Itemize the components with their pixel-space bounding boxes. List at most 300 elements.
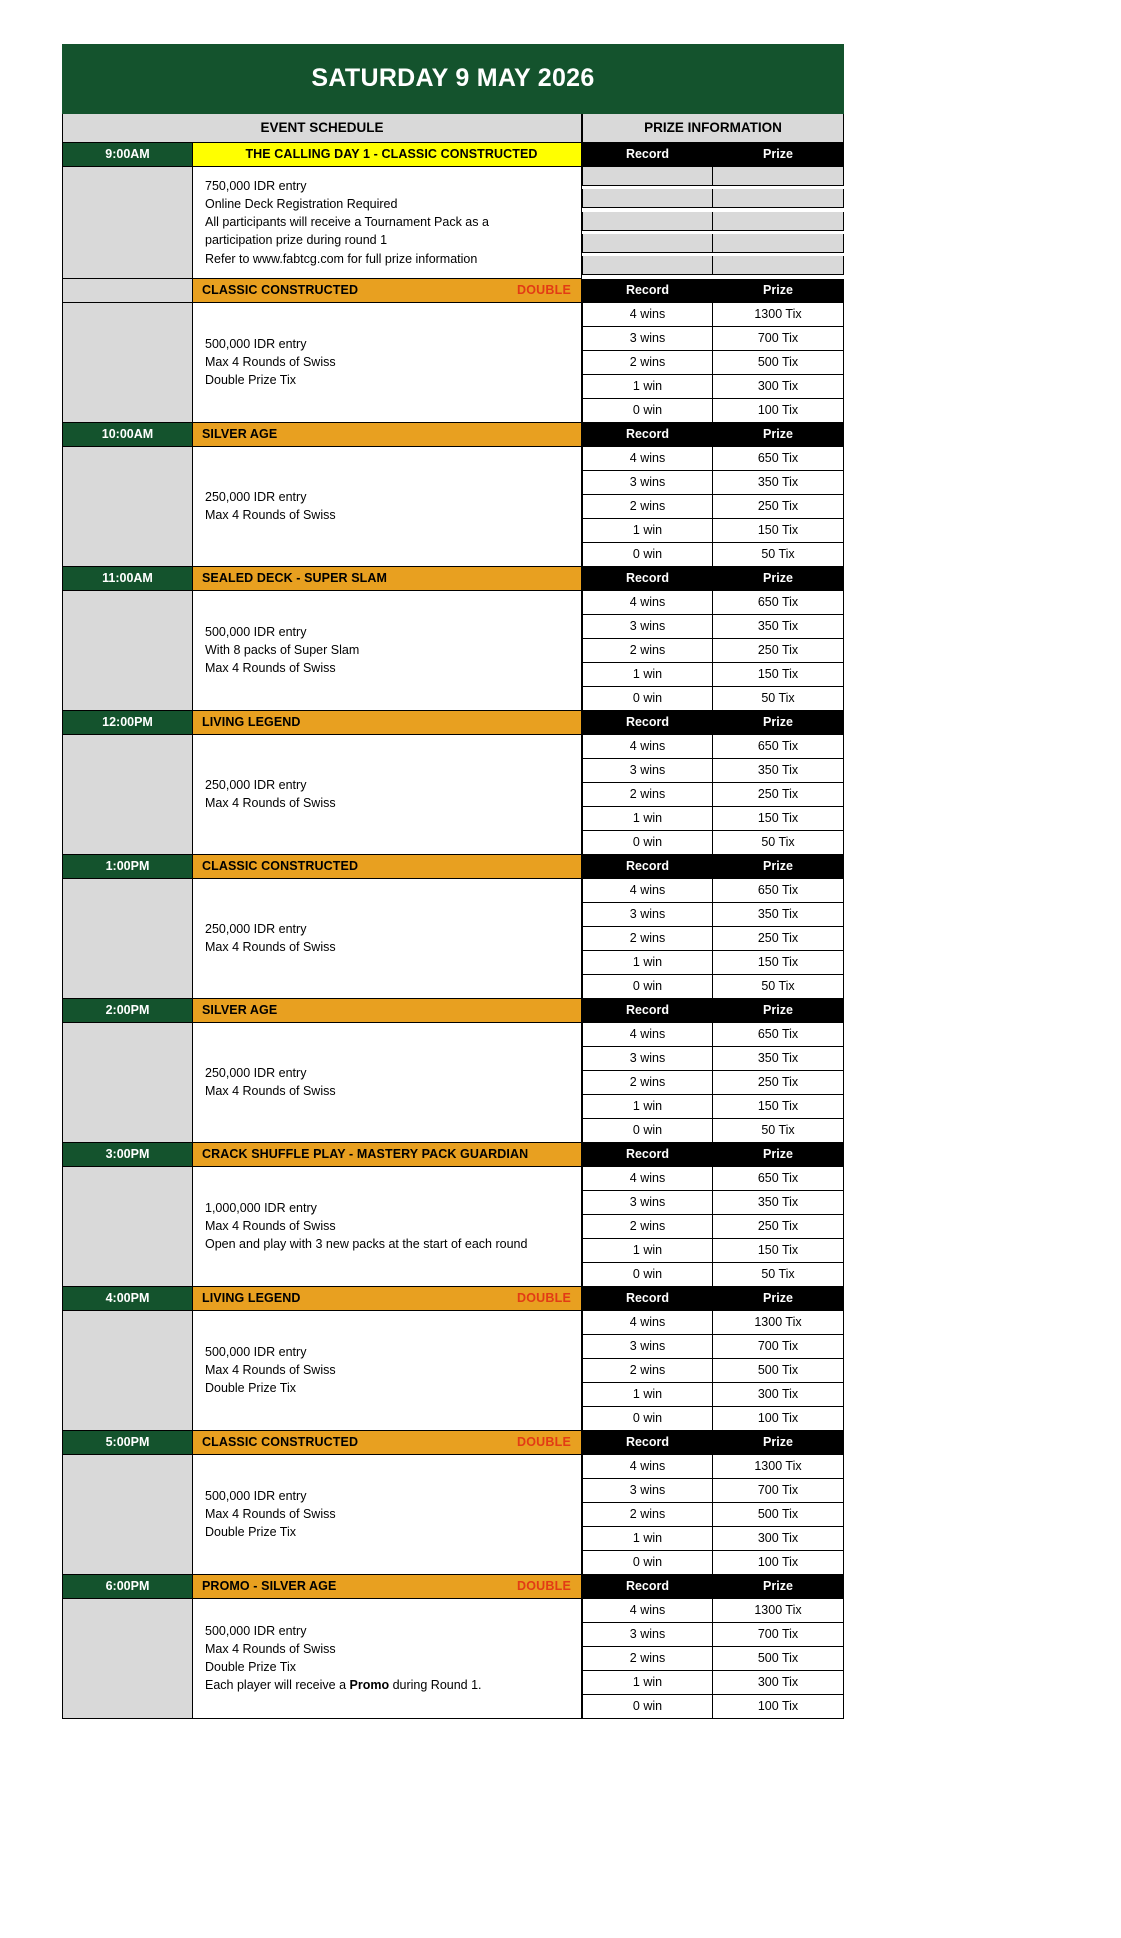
event-time <box>62 279 193 303</box>
prize-record-cell: 2 wins <box>582 639 713 663</box>
prize-header-row <box>582 855 844 879</box>
prize-header-row <box>582 423 844 447</box>
event-name <box>193 855 582 879</box>
double-prize-badge: DOUBLE <box>517 1434 571 1449</box>
prize-row <box>582 471 844 495</box>
prize-row <box>582 447 844 471</box>
prize-record-cell: 0 win <box>582 831 713 855</box>
prize-record-cell: 4 wins <box>582 303 713 327</box>
event-header-row <box>62 143 582 167</box>
prize-column-header: Prize <box>713 279 844 303</box>
prize-record-cell: 0 win <box>582 1119 713 1143</box>
record-column-header: Record <box>582 423 713 447</box>
prize-value-cell: 100 Tix <box>713 1551 844 1575</box>
prize-row <box>582 1335 844 1359</box>
record-column-header: Record <box>582 1575 713 1599</box>
prize-value-cell: 150 Tix <box>713 1239 844 1263</box>
prize-information-column <box>582 1431 844 1575</box>
prize-value-cell: 700 Tix <box>713 327 844 351</box>
prize-information-column <box>582 279 844 423</box>
event-detail-line: Online Deck Registration Required <box>205 197 398 212</box>
event-detail-line: Double Prize Tix <box>205 373 297 388</box>
prize-row <box>582 1503 844 1527</box>
prize-value-cell: 500 Tix <box>713 1503 844 1527</box>
event-name <box>193 1575 582 1599</box>
prize-row <box>582 1119 844 1143</box>
event-time: 12:00PM <box>62 711 193 735</box>
prize-row <box>582 687 844 711</box>
prize-filler-cell <box>713 256 844 275</box>
event-detail-line: Refer to www.fabtcg.com for full prize information <box>205 251 478 266</box>
prize-record-cell: 2 wins <box>582 1503 713 1527</box>
prize-record-cell: 4 wins <box>582 447 713 471</box>
prize-row <box>582 1191 844 1215</box>
prize-record-cell: 0 win <box>582 1551 713 1575</box>
event-details <box>193 879 582 999</box>
time-spacer-cell <box>62 303 193 423</box>
event-name-label: SEALED DECK - SUPER SLAM <box>202 570 388 585</box>
event-detail-line: Double Prize Tix <box>205 1381 297 1396</box>
prize-value-cell: 150 Tix <box>713 663 844 687</box>
prize-row <box>582 495 844 519</box>
prize-row <box>582 1407 844 1431</box>
prize-value-cell: 100 Tix <box>713 1407 844 1431</box>
prize-row <box>582 639 844 663</box>
event-detail-line: Double Prize Tix <box>205 1525 297 1540</box>
event-name <box>193 1143 582 1167</box>
prize-value-cell: 50 Tix <box>713 831 844 855</box>
prize-record-cell: 1 win <box>582 1527 713 1551</box>
prize-record-cell: 0 win <box>582 975 713 999</box>
prize-row <box>582 1023 844 1047</box>
record-column-header: Record <box>582 999 713 1023</box>
prize-record-cell: 4 wins <box>582 1023 713 1047</box>
event-body-row <box>62 1311 582 1431</box>
page-title: SATURDAY 9 MAY 2026 <box>62 44 844 114</box>
prize-record-cell: 4 wins <box>582 879 713 903</box>
record-column-header: Record <box>582 1287 713 1311</box>
prize-row <box>582 1455 844 1479</box>
prize-value-cell: 300 Tix <box>713 1671 844 1695</box>
event-name <box>193 423 582 447</box>
prize-record-cell: 1 win <box>582 807 713 831</box>
prize-filler-cell <box>713 212 844 231</box>
event-time: 1:00PM <box>62 855 193 879</box>
prize-value-cell: 500 Tix <box>713 1359 844 1383</box>
event-details <box>193 303 582 423</box>
event-header-row <box>62 1575 582 1599</box>
event-schedule-column <box>62 1575 582 1719</box>
prize-row <box>582 831 844 855</box>
prize-record-cell: 2 wins <box>582 351 713 375</box>
prize-row <box>582 1599 844 1623</box>
time-spacer-cell <box>62 879 193 999</box>
prize-record-cell: 4 wins <box>582 1167 713 1191</box>
prize-header-row <box>582 1143 844 1167</box>
section-header-row <box>62 114 844 143</box>
prize-value-cell: 150 Tix <box>713 807 844 831</box>
time-spacer-cell <box>62 1167 193 1287</box>
prize-record-cell: 3 wins <box>582 327 713 351</box>
event-name-label: SILVER AGE <box>202 426 278 441</box>
prize-value-cell: 650 Tix <box>713 879 844 903</box>
double-prize-badge: DOUBLE <box>517 1290 571 1305</box>
prize-row <box>582 543 844 567</box>
event-block <box>62 1575 844 1719</box>
prize-value-cell: 150 Tix <box>713 1095 844 1119</box>
prize-record-cell: 1 win <box>582 1383 713 1407</box>
prize-row <box>582 1359 844 1383</box>
event-body-row <box>62 303 582 423</box>
event-name-label: CLASSIC CONSTRUCTED <box>202 858 359 873</box>
prize-row <box>582 519 844 543</box>
event-body-row <box>62 735 582 855</box>
event-header-row <box>62 1287 582 1311</box>
event-block <box>62 279 844 423</box>
event-detail-line: 250,000 IDR entry <box>205 490 307 504</box>
event-body-row <box>62 447 582 567</box>
prize-row <box>582 615 844 639</box>
prize-row <box>582 1647 844 1671</box>
time-spacer-cell <box>62 1311 193 1431</box>
prize-value-cell: 250 Tix <box>713 639 844 663</box>
prize-record-cell: 2 wins <box>582 1215 713 1239</box>
event-details <box>193 447 582 567</box>
event-name-label: LIVING LEGEND <box>202 714 301 729</box>
record-column-header: Record <box>582 567 713 591</box>
prize-value-cell: 700 Tix <box>713 1335 844 1359</box>
prize-row <box>582 303 844 327</box>
prize-column-header: Prize <box>713 855 844 879</box>
event-schedule-column <box>62 711 582 855</box>
event-schedule-column <box>62 423 582 567</box>
prize-header-row <box>582 143 844 167</box>
prize-value-cell: 250 Tix <box>713 783 844 807</box>
prize-record-cell: 3 wins <box>582 1335 713 1359</box>
prize-record-cell: 1 win <box>582 663 713 687</box>
prize-value-cell: 1300 Tix <box>713 1311 844 1335</box>
prize-information-column <box>582 855 844 999</box>
prize-row <box>582 327 844 351</box>
event-time: 6:00PM <box>62 1575 193 1599</box>
event-block <box>62 143 844 279</box>
prize-value-cell: 350 Tix <box>713 903 844 927</box>
prize-row <box>582 1311 844 1335</box>
prize-record-cell: 0 win <box>582 1263 713 1287</box>
prize-column-header: Prize <box>713 1143 844 1167</box>
event-details <box>193 735 582 855</box>
event-time: 3:00PM <box>62 1143 193 1167</box>
prize-value-cell: 1300 Tix <box>713 303 844 327</box>
event-name-label: CLASSIC CONSTRUCTED <box>202 1434 359 1449</box>
prize-row <box>582 1479 844 1503</box>
event-body-row <box>62 591 582 711</box>
prize-value-cell: 50 Tix <box>713 543 844 567</box>
prize-header-row <box>582 1575 844 1599</box>
event-name-label: CLASSIC CONSTRUCTED <box>202 282 359 297</box>
event-detail-line: Max 4 Rounds of Swiss <box>205 661 336 676</box>
event-detail-line: All participants will receive a Tournament Pack as a <box>205 215 489 230</box>
event-schedule-column <box>62 999 582 1143</box>
prize-row <box>582 759 844 783</box>
prize-record-cell: 0 win <box>582 1695 713 1719</box>
event-time: 4:00PM <box>62 1287 193 1311</box>
prize-column-header: Prize <box>713 143 844 167</box>
prize-row <box>582 1527 844 1551</box>
prize-filler-cell <box>582 234 713 253</box>
record-column-header: Record <box>582 711 713 735</box>
prize-row <box>582 1095 844 1119</box>
schedule-sheet <box>62 44 844 1719</box>
prize-record-cell: 4 wins <box>582 1599 713 1623</box>
prize-row <box>582 735 844 759</box>
event-time: 2:00PM <box>62 999 193 1023</box>
prize-information-column <box>582 1287 844 1431</box>
prize-filler-cell <box>582 212 713 231</box>
event-block <box>62 1431 844 1575</box>
event-detail-line: 500,000 IDR entry <box>205 336 307 351</box>
event-detail-line: 500,000 IDR entry <box>205 1344 307 1359</box>
prize-value-cell: 300 Tix <box>713 1527 844 1551</box>
event-detail-line: Max 4 Rounds of Swiss <box>205 1363 336 1378</box>
prize-record-cell: 2 wins <box>582 783 713 807</box>
prize-information-column <box>582 423 844 567</box>
prize-value-cell: 650 Tix <box>713 1023 844 1047</box>
event-block <box>62 423 844 567</box>
prize-row <box>582 783 844 807</box>
time-spacer-cell <box>62 167 193 279</box>
prize-record-cell: 1 win <box>582 375 713 399</box>
event-body-row <box>62 1455 582 1575</box>
event-detail-line: Max 4 Rounds of Swiss <box>205 355 336 370</box>
prize-row <box>582 1671 844 1695</box>
prize-value-cell: 650 Tix <box>713 447 844 471</box>
event-body-row <box>62 1023 582 1143</box>
prize-value-cell: 500 Tix <box>713 1647 844 1671</box>
prize-header-row <box>582 999 844 1023</box>
prize-value-cell: 100 Tix <box>713 1695 844 1719</box>
event-schedule-column <box>62 1143 582 1287</box>
prize-column-header: Prize <box>713 711 844 735</box>
prize-filler-cell <box>582 167 713 186</box>
event-detail-line: 500,000 IDR entry <box>205 1488 307 1503</box>
event-header-row <box>62 423 582 447</box>
prize-information-column <box>582 143 844 279</box>
prize-record-cell: 3 wins <box>582 1047 713 1071</box>
event-name-label: SILVER AGE <box>202 1002 278 1017</box>
double-prize-badge: DOUBLE <box>517 1578 571 1593</box>
prize-row <box>582 663 844 687</box>
event-detail-line: 1,000,000 IDR entry <box>205 1200 317 1215</box>
prize-header-row <box>582 567 844 591</box>
event-details <box>193 1167 582 1287</box>
prize-value-cell: 50 Tix <box>713 1119 844 1143</box>
event-name <box>193 711 582 735</box>
prize-record-cell: 4 wins <box>582 1311 713 1335</box>
event-detail-line: Double Prize Tix <box>205 1660 297 1675</box>
prize-row <box>582 951 844 975</box>
event-name <box>193 999 582 1023</box>
event-detail-line: Max 4 Rounds of Swiss <box>205 1219 336 1234</box>
prize-value-cell: 500 Tix <box>713 351 844 375</box>
event-schedule-column <box>62 567 582 711</box>
prize-column-header: Prize <box>713 1575 844 1599</box>
prize-record-cell: 0 win <box>582 543 713 567</box>
record-column-header: Record <box>582 143 713 167</box>
prize-filler-row <box>582 189 844 211</box>
prize-information-header: PRIZE INFORMATION <box>582 114 844 143</box>
event-block <box>62 855 844 999</box>
event-block <box>62 1143 844 1287</box>
event-time: 10:00AM <box>62 423 193 447</box>
prize-value-cell: 300 Tix <box>713 1383 844 1407</box>
event-header-row <box>62 1143 582 1167</box>
prize-column-header: Prize <box>713 1431 844 1455</box>
prize-row <box>582 1215 844 1239</box>
event-time: 9:00AM <box>62 143 193 167</box>
prize-record-cell: 0 win <box>582 399 713 423</box>
event-header-row <box>62 711 582 735</box>
prize-record-cell: 1 win <box>582 951 713 975</box>
event-schedule-column <box>62 143 582 279</box>
prize-record-cell: 2 wins <box>582 927 713 951</box>
prize-header-row <box>582 279 844 303</box>
prize-value-cell: 300 Tix <box>713 375 844 399</box>
prize-record-cell: 3 wins <box>582 1623 713 1647</box>
prize-value-cell: 50 Tix <box>713 687 844 711</box>
event-details <box>193 1455 582 1575</box>
event-detail-line: Max 4 Rounds of Swiss <box>205 940 336 955</box>
record-column-header: Record <box>582 279 713 303</box>
prize-value-cell: 250 Tix <box>713 927 844 951</box>
prize-record-cell: 4 wins <box>582 735 713 759</box>
prize-row <box>582 1167 844 1191</box>
event-detail-line: 500,000 IDR entry <box>205 624 307 639</box>
prize-row <box>582 1695 844 1719</box>
prize-record-cell: 2 wins <box>582 1071 713 1095</box>
event-name-label: CRACK SHUFFLE PLAY - MASTERY PACK GUARDIAN <box>202 1146 529 1161</box>
prize-record-cell: 0 win <box>582 1407 713 1431</box>
prize-filler-row <box>582 167 844 189</box>
time-spacer-cell <box>62 591 193 711</box>
prize-value-cell: 650 Tix <box>713 735 844 759</box>
prize-information-column <box>582 1575 844 1719</box>
time-spacer-cell <box>62 735 193 855</box>
time-spacer-cell <box>62 1023 193 1143</box>
prize-row <box>582 975 844 999</box>
prize-row <box>582 375 844 399</box>
prize-filler-cell <box>713 234 844 253</box>
prize-filler-cell <box>582 256 713 275</box>
event-name <box>193 1431 582 1455</box>
prize-row <box>582 399 844 423</box>
prize-header-row <box>582 1287 844 1311</box>
prize-filler-row <box>582 212 844 234</box>
prize-filler-cell <box>582 189 713 208</box>
prize-information-column <box>582 711 844 855</box>
prize-record-cell: 1 win <box>582 1095 713 1119</box>
event-detail-line: 250,000 IDR entry <box>205 922 307 936</box>
prize-value-cell: 50 Tix <box>713 975 844 999</box>
record-column-header: Record <box>582 1143 713 1167</box>
prize-information-column <box>582 999 844 1143</box>
prize-row <box>582 1071 844 1095</box>
event-schedule-header: EVENT SCHEDULE <box>62 114 582 143</box>
prize-record-cell: 4 wins <box>582 591 713 615</box>
prize-value-cell: 250 Tix <box>713 495 844 519</box>
time-spacer-cell <box>62 1455 193 1575</box>
event-detail-line: With 8 packs of Super Slam <box>205 643 360 658</box>
prize-row <box>582 1551 844 1575</box>
record-column-header: Record <box>582 855 713 879</box>
event-time: 11:00AM <box>62 567 193 591</box>
event-detail-line: 250,000 IDR entry <box>205 778 307 792</box>
prize-record-cell: 1 win <box>582 1671 713 1695</box>
event-detail-line: Max 4 Rounds of Swiss <box>205 1084 336 1099</box>
event-name-label: THE CALLING DAY 1 - CLASSIC CONSTRUCTED <box>245 147 538 161</box>
prize-value-cell: 350 Tix <box>713 615 844 639</box>
event-name <box>193 279 582 303</box>
event-detail-line: participation prize during round 1 <box>205 233 388 248</box>
event-header-row <box>62 279 582 303</box>
prize-column-header: Prize <box>713 423 844 447</box>
prize-row <box>582 351 844 375</box>
prize-row <box>582 927 844 951</box>
prize-value-cell: 150 Tix <box>713 519 844 543</box>
event-detail-line: 250,000 IDR entry <box>205 1066 307 1080</box>
prize-row <box>582 1383 844 1407</box>
events-container <box>62 143 844 1719</box>
event-detail-line: Max 4 Rounds of Swiss <box>205 1642 336 1656</box>
prize-row <box>582 591 844 615</box>
prize-record-cell: 3 wins <box>582 615 713 639</box>
prize-record-cell: 2 wins <box>582 1647 713 1671</box>
prize-header-row <box>582 1431 844 1455</box>
prize-row <box>582 1263 844 1287</box>
prize-record-cell: 4 wins <box>582 1455 713 1479</box>
prize-value-cell: 250 Tix <box>713 1071 844 1095</box>
prize-record-cell: 1 win <box>582 519 713 543</box>
prize-value-cell: 50 Tix <box>713 1263 844 1287</box>
event-details <box>193 167 582 279</box>
event-block <box>62 999 844 1143</box>
event-body-row <box>62 1167 582 1287</box>
prize-row <box>582 903 844 927</box>
prize-value-cell: 350 Tix <box>713 759 844 783</box>
prize-row <box>582 807 844 831</box>
prize-header-row <box>582 711 844 735</box>
prize-filler-row <box>582 256 844 278</box>
event-detail-line: Max 4 Rounds of Swiss <box>205 508 336 523</box>
prize-record-cell: 1 win <box>582 1239 713 1263</box>
double-prize-badge: DOUBLE <box>517 282 571 297</box>
event-body-row <box>62 1599 582 1719</box>
event-detail-line: Max 4 Rounds of Swiss <box>205 796 336 811</box>
prize-row <box>582 1047 844 1071</box>
event-time: 5:00PM <box>62 1431 193 1455</box>
prize-value-cell: 350 Tix <box>713 1047 844 1071</box>
event-schedule-column <box>62 1287 582 1431</box>
prize-value-cell: 350 Tix <box>713 1191 844 1215</box>
event-details <box>193 1311 582 1431</box>
prize-value-cell: 700 Tix <box>713 1623 844 1647</box>
prize-value-cell: 1300 Tix <box>713 1455 844 1479</box>
prize-information-column <box>582 1143 844 1287</box>
event-header-row <box>62 855 582 879</box>
record-column-header: Record <box>582 1431 713 1455</box>
prize-value-cell: 150 Tix <box>713 951 844 975</box>
time-spacer-cell <box>62 447 193 567</box>
